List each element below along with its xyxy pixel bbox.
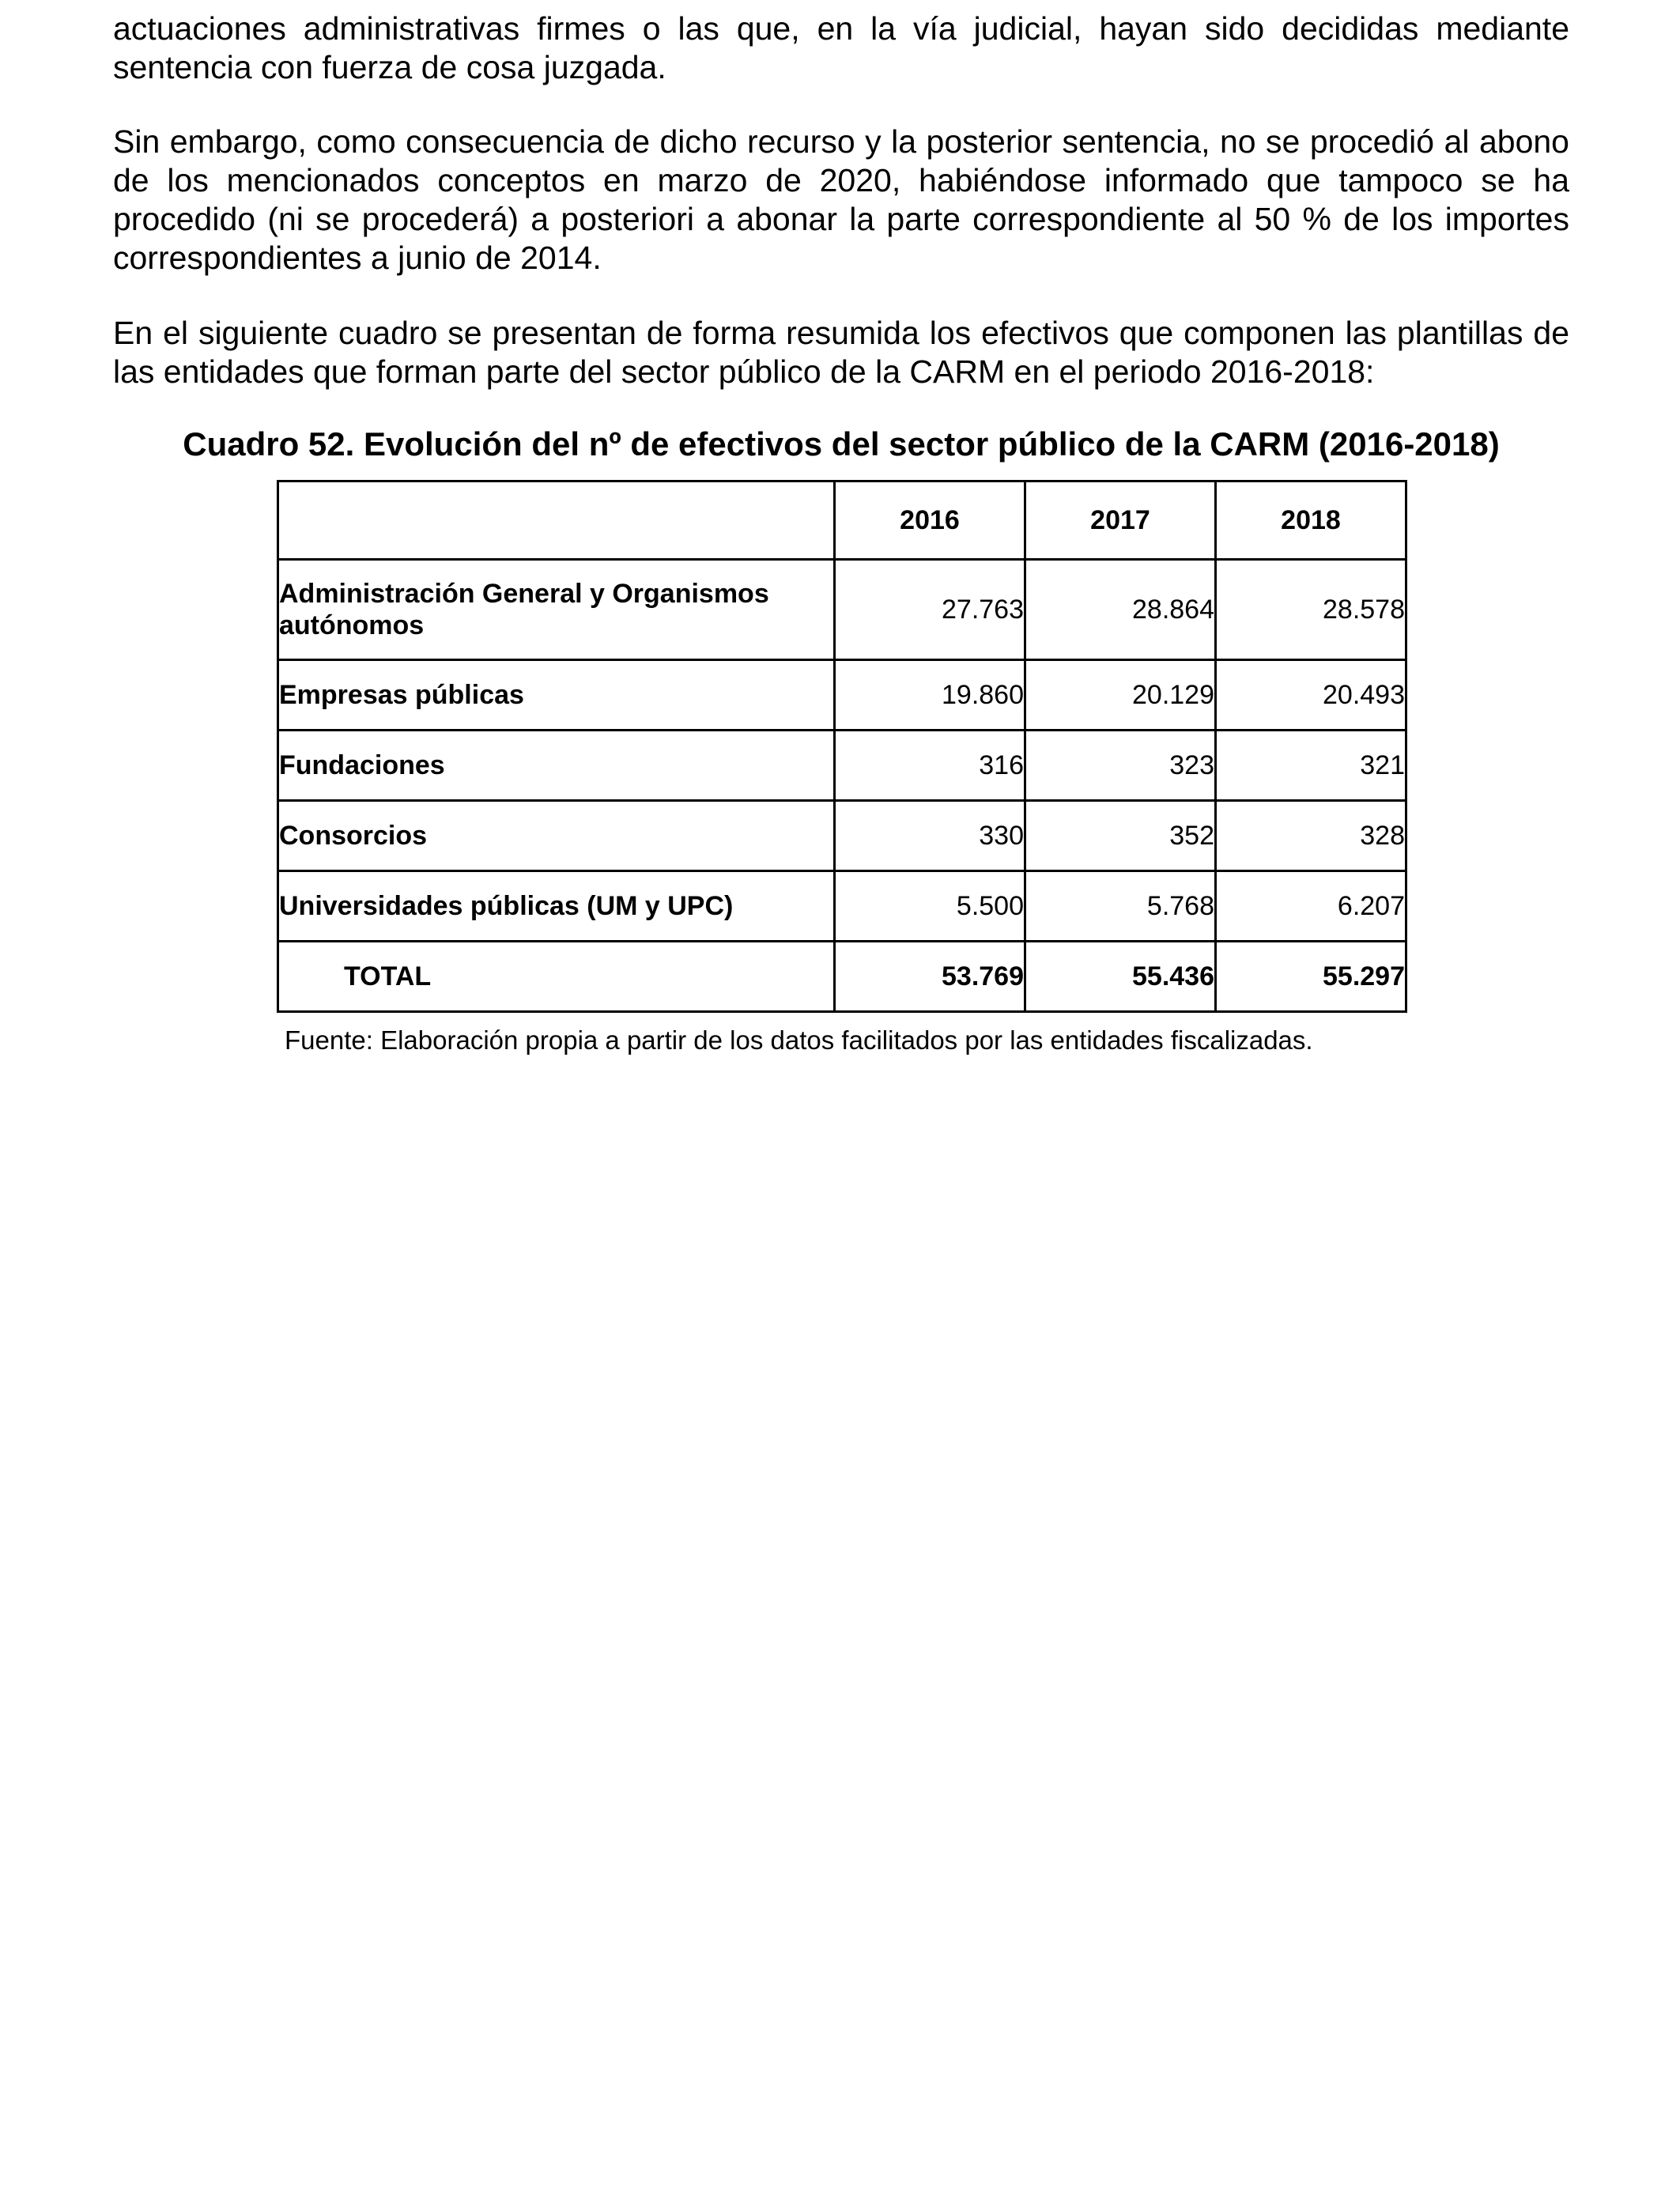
paragraph-2: Sin embargo, como consecuencia de dicho recurso y la posterior sentencia, no se procedió al abono de los mencionados conceptos en marzo de 2020, habiéndose informado que tampoco se ha procedido (ni se procederá) a posteriori a abonar la parte correspondiente al 50 % de los importes correspondientes a junio de 2014. — [113, 123, 1569, 276]
row-value-2018: 328 — [1216, 801, 1406, 871]
table-row — [278, 660, 1406, 731]
staff-table — [277, 480, 1407, 1013]
paragraph-1: actuaciones administrativas firmes o las que, en la vía judicial, hayan sido decididas mediante sentencia con fuerza de cosa juzgada. — [113, 10, 1569, 85]
row-value-2016: 5.500 — [835, 871, 1025, 942]
row-value-2017: 323 — [1025, 731, 1216, 801]
row-label: Administración General y Organismos autónomos — [278, 560, 835, 660]
table-row — [278, 801, 1406, 871]
row-value-2017: 28.864 — [1025, 560, 1216, 660]
header-label-cell — [278, 481, 835, 560]
row-label: Universidades públicas (UM y UPC) — [278, 871, 835, 942]
row-value-2017: 20.129 — [1025, 660, 1216, 731]
header-year-2017: 2017 — [1025, 481, 1216, 560]
total-value-2018: 55.297 — [1216, 942, 1406, 1012]
row-label: Fundaciones — [278, 731, 835, 801]
row-value-2018: 6.207 — [1216, 871, 1406, 942]
row-value-2017: 352 — [1025, 801, 1216, 871]
row-value-2018: 20.493 — [1216, 660, 1406, 731]
table-row — [278, 871, 1406, 942]
table-header-row — [278, 481, 1406, 560]
table-total-row — [278, 942, 1406, 1012]
row-value-2016: 19.860 — [835, 660, 1025, 731]
row-value-2016: 330 — [835, 801, 1025, 871]
table-source-note: Fuente: Elaboración propia a partir de los datos facilitados por las entidades fiscalizadas. — [285, 1025, 1313, 1055]
table-row — [278, 560, 1406, 660]
row-value-2018: 321 — [1216, 731, 1406, 801]
total-value-2016: 53.769 — [835, 942, 1025, 1012]
header-year-2018: 2018 — [1216, 481, 1406, 560]
row-label: Consorcios — [278, 801, 835, 871]
table-caption: Cuadro 52. Evolución del nº de efectivos del sector público de la CARM (2016-2018) — [183, 425, 1500, 463]
row-label: Empresas públicas — [278, 660, 835, 731]
table-row — [278, 731, 1406, 801]
paragraph-3: En el siguiente cuadro se presentan de forma resumida los efectivos que componen las plantillas de las entidades que forman parte del sector público de la CARM en el periodo 2016-2018: — [113, 315, 1569, 390]
row-value-2016: 316 — [835, 731, 1025, 801]
row-value-2017: 5.768 — [1025, 871, 1216, 942]
total-label: TOTAL — [278, 942, 835, 1012]
header-year-2016: 2016 — [835, 481, 1025, 560]
total-value-2017: 55.436 — [1025, 942, 1216, 1012]
row-value-2018: 28.578 — [1216, 560, 1406, 660]
row-value-2016: 27.763 — [835, 560, 1025, 660]
